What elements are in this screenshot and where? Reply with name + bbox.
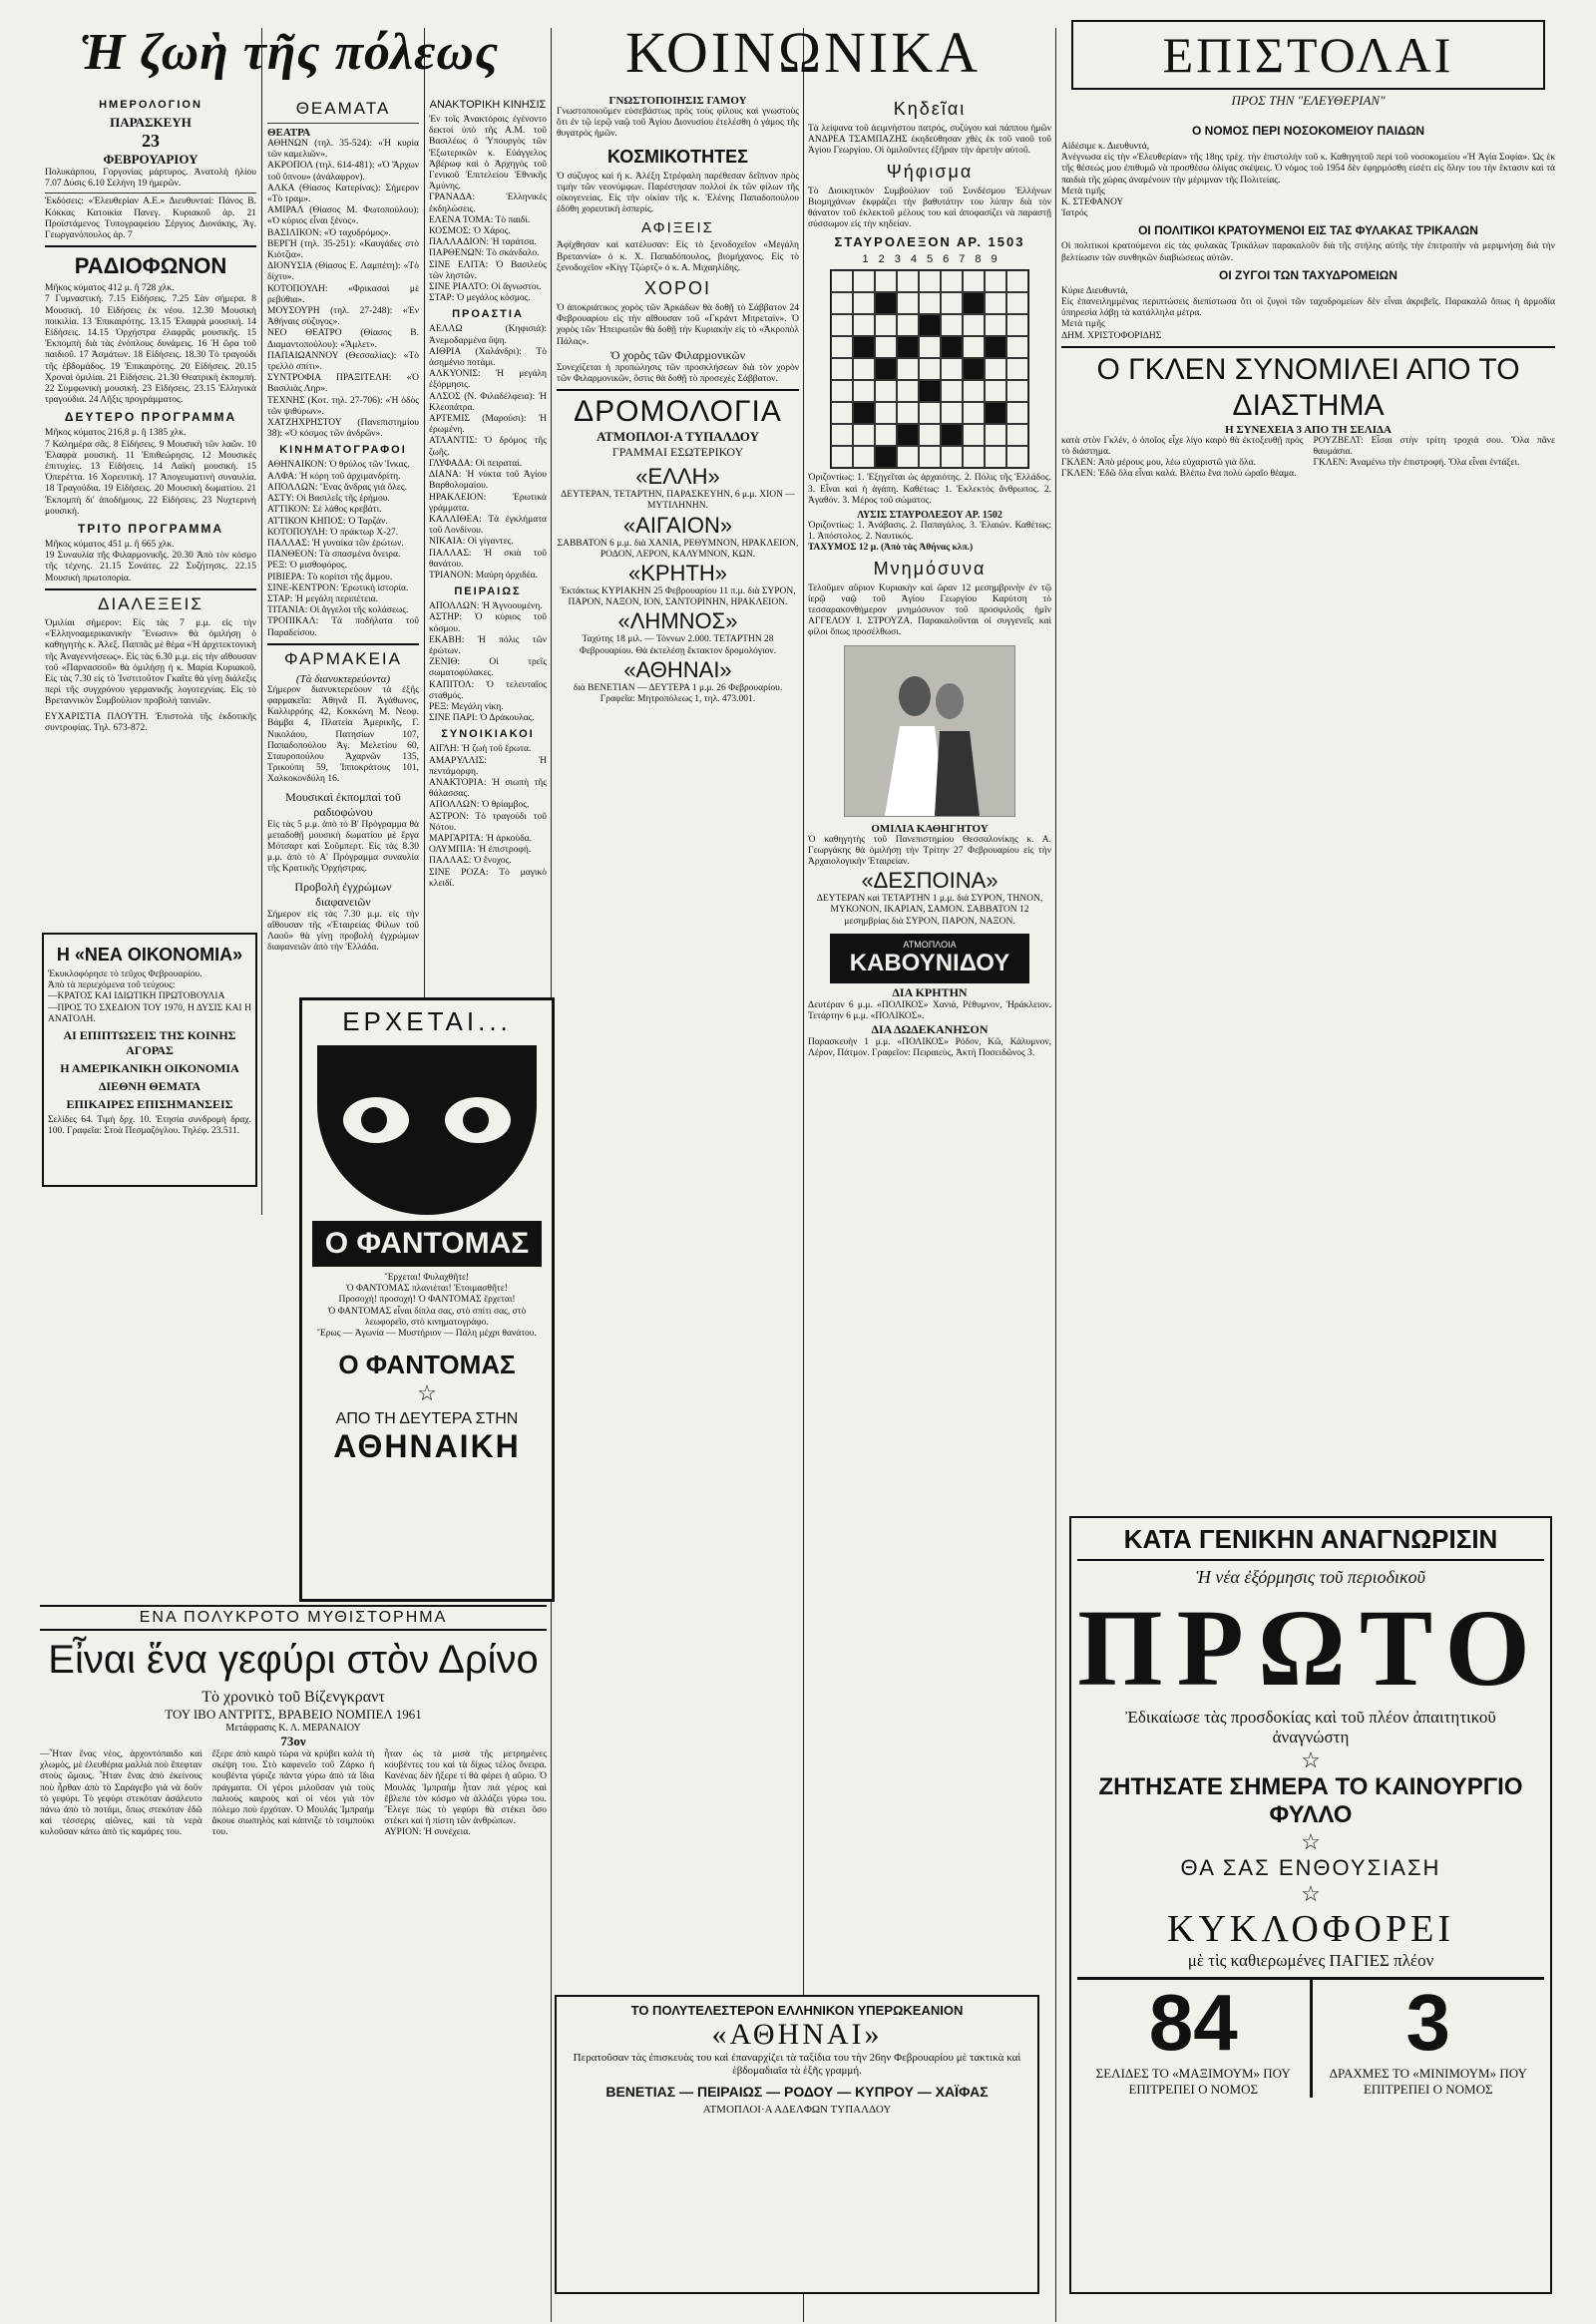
crossword-cell [985, 336, 1006, 358]
crossword-cell [1006, 314, 1028, 336]
crossword-cell [1006, 336, 1028, 358]
kykloforei-sub: μὲ τὶς καθιερωμένες ΠΑΓΙΕΣ πλέον [1187, 1951, 1434, 1970]
mnimosyna-heading: Μνημόσυνα [873, 558, 987, 579]
oik-sub4: ΕΠΙΚΑΙΡΕΣ ΕΠΙΣΗΜΑΝΣΕΙΣ [66, 1097, 233, 1112]
calendar-month: ΦΕΒΡΟΥΑΡΙΟΥ [103, 152, 199, 167]
proastia-heading: ΠΡΟΑΣΤΙΑ [452, 308, 524, 321]
novel-text-3: ἦταν ὡς τὰ μισὰ τῆς μετρημένες κουβέντες του καὶ τὰ δίχως τέλος ὄνειρα. Κανένας δὲν ἤξερε τί θὰ φέρει ἡ αὔριο. Ὁ Μουλὰς Ἰμπραὴμ ἦταν πιὰ γέρος καὶ ἔβλεπε τὸν κόσμο νὰ ἀλλάζει γύρω του. Ἔλεγε πὼς τὸ γεφύρι θὰ στέκει ὅσο στέκει καὶ ἡ πίστη τῶν ἀνθρώπων. ΑΥΡΙΟΝ: Ἡ συνέχεια. [384, 1749, 548, 1838]
calendar-date: 23 [142, 131, 160, 151]
crossword-clues: Ὁριζοντίως: 1. Ἐξηγεῖται ὡς ἀρχαιότης. 2. Πόλις τῆς Ἑλλάδος. 3. Εἶναι καὶ ἡ ἀγάπη. Καθέτως: 1. Ἐκλεκτὸς ἄνθρωπος. 2. Ἀγαθόν. 3. Μέρος τοῦ σώματος. [808, 473, 1054, 506]
dodekanisos-heading: ΔΙΑ ΔΩΔΕΚΑΝΗΣΟΝ [871, 1022, 989, 1037]
price-box [1313, 1980, 1545, 2098]
crossword-cell [853, 314, 875, 336]
crossword-cell [897, 380, 919, 402]
theamata-heading: ΘΕΑΜΑΤΑ [295, 99, 391, 118]
crossword-cell [963, 358, 985, 380]
crossword-solution-text: Ὁριζοντίως: 1. Ἀνάβασις. 2. Παπαγάλος. 3. Ἐλαιών. Καθέτως: 1. Ἀπόστολος. 2. Ναυτικός. [808, 521, 1054, 543]
crossword-cell [831, 314, 853, 336]
anag-line1: Ἐδικαίωσε τὰς προσδοκίας καὶ τοῦ πλέον ἀπαιτητικοῦ ἀναγνώστη [1125, 1708, 1496, 1746]
crossword-cell [1006, 358, 1028, 380]
couple-photo-image [845, 646, 1014, 816]
fantomas-title: Ο ΦΑΝΤΟΜΑΣ [312, 1221, 542, 1267]
calendar-day: ΠΑΡΑΣΚΕΥΗ [110, 115, 192, 130]
crossword-number: 2 [878, 253, 885, 266]
dromologia-sub2: ΓΡΑΜΜΑΙ ΕΣΩΤΕΡΙΚΟΥ [611, 445, 744, 460]
crossword-cell [853, 424, 875, 446]
crossword-cell [1006, 446, 1028, 468]
proto-ad [1069, 1516, 1552, 2294]
ship-limnos: «ΛΗΜΝΟΣ» [617, 608, 738, 634]
crossword-number: 6 [943, 253, 950, 266]
pages-label: ΣΕΛΙΔΕΣ ΤΟ «ΜΑΞΙΜΟΥΜ» ΠΟΥ ΕΠΙΤΡΕΠΕΙ Ο ΝΟΜΟΣ [1095, 2066, 1291, 2097]
psifisma-text: Τὸ Διοικητικὸν Συμβούλιον τοῦ Συνδέσμου Ἑλλήνων Βιομηχάνων ἐκφράζει τὴν βαθυτάτην του λύπην διὰ τὸν θάνατον τοῦ ἐκλεκτοῦ μέλους του καὶ ἀποφασίζει νὰ παραστῇ σύσσωμον εἰς τὴν κηδείαν. [808, 186, 1054, 230]
crossword-cell [831, 380, 853, 402]
oik-sub2: Η ΑΜΕΡΙΚΑΝΙΚΗ ΟΙΚΟΝΟΜΙΑ [60, 1061, 239, 1076]
athinai-liner-ad [555, 1995, 1039, 2294]
despoina-text: ΔΕΥΤΕΡΑΝ καὶ ΤΕΤΑΡΤΗΝ 1 μ.μ. διὰ ΣΥΡΟΝ, ΤΗΝΟΝ, ΜΥΚΟΝΟΝ, ΙΚΑΡΙΑΝ, ΣΑΜΟΝ. ΣΑΒΒΑΤΟΝ 12 μεσημβρίας διὰ ΣΥΡΟΝ, ΠΑΡΟΝ, ΝΑΞΟΝ. [816, 894, 1045, 927]
crossword-number: 1 [862, 253, 869, 266]
star-icon: ☆ [1301, 1881, 1321, 1906]
anaktoriki-heading: ΑΝΑΚΤΟΡΙΚΗ ΚΙΝΗΣΙΣ [429, 99, 547, 111]
column-koinonika-right [808, 95, 1054, 1980]
novel-text-1: —Ἦταν ἕνας νέος, ἀρχοντόπαιδο καὶ χλωμός, μὲ ἐλευθέρια μαλλιὰ ποὺ ἔπεφταν στοὺς ὤμους. Ἦταν ἕνας ἀπὸ ἐκείνους ποὺ ἦρθαν ἀπὸ τὸ Σαράγεβο γιὰ νὰ δοῦν τὸ γεφύρι. Τὸ γεφύρι στεκόταν ἀσάλευτο πάνω ἀπὸ τὸ ποτάμι, ὅπως στεκόταν ἐδῶ καὶ τέσσερις αἰῶνες, καὶ τὰ νερὰ κυλοῦσαν κάτω ἀπὸ τὶς καμάρες του. [40, 1749, 205, 1838]
crossword-cell [963, 402, 985, 424]
fantomas-text: Ἔρχεται! Φυλαχθῆτε! Ὁ ΦΑΝΤΟΜΑΣ πλανιέται! Ἑτοιμασθῆτε! Προσοχή! προσοχή! Ὁ ΦΑΝΤΟΜΑΣ ἔρχεται! Ὁ ΦΑΝΤΟΜΑΣ εἶναι δίπλα σας, στὸ σπίτι σας, στὸ λεωφορεῖο, στὸ κινηματογράφο. Ἔρως — Ἀγωνία — Μυστήριον — Πάλη μέχρι θανάτου. [317, 1273, 537, 1340]
fantomas-title-2: Ο ΦΑΝΤΟΜΑΣ [338, 1350, 516, 1380]
xoroi-heading: ΧΟΡΟΙ [643, 278, 711, 299]
synoikiakoi-heading: ΣΥΝΟΙΚΙΑΚΟΙ [441, 728, 535, 741]
crossword-cell [941, 336, 963, 358]
second-program-text: Μῆκος κύματος 216,8 μ. ἢ 1385 χλκ. 7 Καλημέρα σᾶς. 8 Εἰδήσεις. 9 Μουσικὴ τῶν λαῶν. 10 Ἐλαφρὰ μουσική. 11 Ἐπιθεώρησις. 12 Μουσικὲς ἐπιτυχίες. 13 Εἰδήσεις. 14 Λαϊκὴ μουσική. 15 Ὀπερέττα. 16 Χορευτική. 17 Ἀπογευματινὴ συναυλία. 18 Τραγούδια. 19 Εἰδήσεις. 20 Μουσικὴ δωματίου. 21 Ἐκπομπὴ δι' ἀποδήμους. 22 Εἰδήσεις. 23 Νυχτερινὴ μουσική. [45, 428, 256, 517]
enthousiasei-text: ΘΑ ΣΑΣ ΕΝΘΟΥΣΙΑΣΗ [1180, 1855, 1441, 1880]
glen-text: κατὰ στὸν Γκλέν, ὁ ὁποῖος εἶχε λίγο καιρὸ θὰ ἐκτοξευθῇ πρὸς τὸ διάστημα. ΓΚΛΕΝ: Ἀπὸ μέρους μου, λέω εὐχαριστῶ γιὰ ὅλα. ΓΚΛΕΝ: Ἐδῶ ὅλα εἶναι καλά. Βλέπω ἔνα πολὺ ὡραῖο θέαμα. ΡΟΥΖΒΕΛΤ: Εἶσαι στὴν τρίτη τροχιά σου. Ὅλα πᾶνε θαυμάσια. ΓΚΛΕΝ: Ἀναμένω τὴν ἐπιστροφή. Ὅλα εἶναι ἐντάξει. [1061, 435, 1555, 480]
crossword-cell [897, 424, 919, 446]
pages-box [1077, 1980, 1313, 2098]
taxymos-text: ΤΑΧΥΜΟΣ 12 μ. (Ἀπὸ τὰς Ἀθήνας κλπ.) [808, 543, 974, 554]
crossword-cell [897, 358, 919, 380]
crossword-cell [919, 380, 941, 402]
novel-episode: 73ον [280, 1734, 306, 1748]
crossword-cell [941, 358, 963, 380]
ship-athinai-text: διὰ ΒΕΝΕΤΙΑΝ — ΔΕΥΤΕΡΑ 1 μ.μ. 26 Φεβρουαρίου. Γραφεῖα: Μητροπόλεως 1, τηλ. 473.001. [573, 682, 785, 705]
crossword-cell [941, 270, 963, 292]
kykloforei-text: ΚΥΚΛΟΦΟΡΕΙ [1167, 1908, 1454, 1950]
ekdilosis-text: ΓΡΑΝΑΔΑ: Ἑλληνικὲς ἐκδηλώσεις. ΕΛΕΝΑ ΤΟΜΑ: Τὸ παιδί. ΚΟΣΜΟΣ: Ὁ Χάρος. ΠΑΛΛΑΔΙΟΝ: Ἡ ταράτσα. ΠΑΡΘΕΝΩΝ: Τὸ σκάνδαλο. ΣΙΝΕ ΕΛΙΤΑ: Ὁ Βασιλεὺς τῶν ληστῶν. ΣΙΝΕ ΡΙΑΛΤΟ: Οἱ ἄγνωστοι. ΣΤΑΡ: Ὁ μεγάλος κόσμος. [429, 193, 547, 304]
afixeis-text: Ἀφίχθησαν καὶ κατέλυσαν: Εἰς τὸ ξενοδοχεῖον «Μεγάλη Βρεταννία» ὁ κ. Χ. Παπαδόπουλος, βιομήχανος. Εἰς τὸ ξενοδοχεῖον «Κίγγ Τζώρτζ» ὁ κ. Α. Μιχαηλίδης. [557, 240, 802, 273]
pharmakeia-heading: ΦΑΡΜΑΚΕΙΑ [284, 648, 402, 668]
anag-heading: ΚΑΤΑ ΓΕΝΙΚΗΝ ΑΝΑΓΝΩΡΙΣΙΝ [1077, 1524, 1544, 1561]
kosmikotites-text: Ὁ σύζυγος καὶ ἡ κ. Ἀλέξη Στρέφαλη παρέθεσαν δεῖπνον πρὸς τιμὴν τῶν νεονύμφων. Παρέστησαν πολλοὶ ἐκ τῶν φίλων τῆς οἰκογενείας. Εἰς τὴν οἰκίαν τῆς κ. Ἑλένης Παπαδοπούλου ἐδόθη χορευτικὴ ἑσπερίς. [557, 171, 802, 215]
crossword-cell [897, 270, 919, 292]
psifisma-heading: Ψήφισμα [886, 161, 974, 182]
crossword-grid [830, 269, 1029, 469]
pages-price-box [1077, 1977, 1544, 2098]
crossword-cell [853, 358, 875, 380]
liner-company: ΑΤΜΟΠΛΟΙ·Α ΑΔΕΛΦΩΝ ΤΥΠΑΛΔΟΥ [702, 2104, 892, 2116]
dodekanisos-text: Παρασκευὴν 1 μ.μ. «ΠΟΛΙΚΟΣ» Ρόδον, Κῶ, Κάλυμνον, Λέρον, Πάτμον. Γραφεῖον: Πειραιεὺς, Ἀκτὴ Ποσειδῶνος 3. [808, 1037, 1053, 1059]
nea-oikonomia-box [42, 933, 257, 1187]
crossword-number: 9 [991, 253, 998, 266]
omilia-heading: ΟΜΙΛΙΑ ΚΑΘΗΓΗΤΟΥ [871, 822, 989, 835]
ship-elli-text: ΔΕΥΤΕΡΑΝ, ΤΕΤΑΡΤΗΝ, ΠΑΡΑΣΚΕΥΗΝ, 6 μ.μ. ΧΙΟΝ — ΜΥΤΙΛΗΝΗΝ. [561, 490, 798, 512]
proastia-text: ΑΕΛΛΩ (Κηφισιά): Ἀνεμοδαρμένα ὕψη. ΑΙΘΡΙΑ (Χαλάνδρι): Τὸ ἀσημένιο ποτάμι. ΑΛΚΥΟΝΙΣ: Ἡ μεγάλη ἐξόρμησις. ΑΛΣΟΣ (Ν. Φιλαδέλφεια): Ἡ Κλεοπάτρα. ΑΡΤΕΜΙΣ (Μαρούσι): Ἡ ἐρωμένη. ΑΤΛΑΝΤΙΣ: Ὁ δρόμος τῆς ζωῆς. ΓΛΥΦΑΔΑ: Οἱ πειραταί. ΔΙΑΝΑ: Ἡ νύκτα τοῦ Ἁγίου Βαρθολομαίου. ΗΡΑΚΛΕΙΟΝ: Ἐρωτικὰ γράμματα. ΚΑΛΛΙΘΕΑ: Τὰ ἐγκλήματα τοῦ Λονδίνου. ΝΙΚΑΙΑ: Οἱ γίγαντες. ΠΑΛΛΑΣ: Ἡ σκιὰ τοῦ θανάτου. ΤΡΙΑΝΟΝ: Μαύρη ὀρχιδέα. [429, 324, 547, 581]
column-theamata [267, 95, 422, 1122]
crossword-solution-heading: ΛΥΣΙΣ ΣΤΑΥΡΟΛΕΞΟΥ ΑΡ. 1502 [857, 510, 1002, 522]
crossword-cell [875, 380, 897, 402]
star-icon: ☆ [417, 1380, 437, 1406]
oik-sub3: ΔΙΕΘΝΗ ΘΕΜΑΤΑ [98, 1079, 201, 1094]
crossword-cell [875, 292, 897, 314]
crossword-cell [985, 270, 1006, 292]
crossword-cell [985, 402, 1006, 424]
couple-photo [844, 645, 1015, 817]
crossword-heading: ΣΤΑΥΡΟΛΕΞΟΝ ΑΡ. 1503 [834, 234, 1025, 250]
crossword-number: 4 [910, 253, 917, 266]
xoros-tail-text: Συνεχίζεται ἡ προπώλησις τῶν προσκλήσεων διὰ τὸν χορὸν τῶν Φιλαρμονικῶν, ὅστις θὰ δοθῇ τὸ προσεχὲς Σάββατον. [557, 362, 802, 385]
crossword-cell [919, 424, 941, 446]
mnimosyna-text: Τελοῦμεν αὔριον Κυριακὴν καὶ ὥραν 12 μεσημβρινὴν ἐν τῷ ἱερῷ ναῷ τοῦ Ἁγίου Γεωργίου Καρύτση τὸ τεσσαρακονθήμερον μνημόσυνον τοῦ προσφιλοῦς ἡμῖν ΑΓΓΕΛΟΥ Ι. ΣΤΡΟΥΖΑ. Παρακαλοῦνται οἱ συγγενεῖς καὶ φίλοι ὅπως προσέλθωσι. [808, 582, 1054, 638]
crossword-cell [1006, 270, 1028, 292]
crossword-cell [897, 336, 919, 358]
lectures-heading: ΔΙΑΛΕΞΕΙΣ [98, 593, 203, 613]
crossword-cell [985, 358, 1006, 380]
crossword-number: 8 [975, 253, 982, 266]
ship-limnos-text: Ταχύτης 18 μιλ. — Τόννων 2.000. ΤΕΤΑΡΤΗΝ 28 Φεβρουαρίου. Θὰ ἐκτελέσῃ ἔκτακτον δρομολόγιον. [579, 634, 777, 656]
crossword-cell [853, 270, 875, 292]
ship-elli: «ΕΛΛΗ» [635, 464, 720, 490]
novel-kicker: ΕΝΑ ΠΟΛΥΚΡΟΤΟ ΜΥΘΙΣΤΟΡΗΜΑ [40, 1605, 547, 1631]
crossword-cell [1006, 424, 1028, 446]
oik-tail: Σελίδες 64. Τιμὴ δρχ. 10. Ἐτησία συνδρομὴ δραχ. 100. Γραφεῖα: Στοὰ Πεσμαζόγλου. Τηλέφ. 23.511. [48, 1115, 254, 1137]
crossword-cell [875, 424, 897, 446]
theatra-heading: ΘΕΑΤΡΑ [267, 127, 311, 139]
novel-subtitle: Τὸ χρονικὸ τοῦ Βίζενγκραντ [201, 1689, 385, 1706]
zitisate-text: ΖΗΤΗΣΑΤΕ ΣΗΜΕΡΑ ΤΟ ΚΑΙΝΟΥΡΓΙΟ ΦΥΛΛΟ [1098, 1773, 1523, 1828]
crossword-cell [963, 270, 985, 292]
crossword-cell [875, 446, 897, 468]
crossword-cell [919, 358, 941, 380]
zygoi-text: Κύριε Διευθυντά, Εἰς ἐπανειλημμένας περιπτώσεις διεπίστωσα ὅτι οἱ ζυγοὶ τῶν ταχυδρομείων δὲν εἶναι ἀκριβεῖς. Παρακαλῶ ὅπως ἡ ἁρμοδία ὑπηρεσία λάβῃ τὰ κατάλληλα μέτρα. Μετὰ τιμῆς ΔΗΜ. ΧΡΙΣΤΟΦΟΡΙΔΗΣ [1061, 285, 1555, 341]
afixeis-heading: ΑΦΙΞΕΙΣ [641, 219, 714, 237]
crossword-cell [875, 270, 897, 292]
peiraius-text: ΑΠΟΛΛΩΝ: Ἡ Ἀγνοουμένη. ΑΣΤΗΡ: Ὁ κύριος τοῦ κόσμου. ΕΚΑΒΗ: Ἡ πόλις τῶν ἐρώτων. ΖΕΝΙΘ: Οἱ τρεῖς σωματοφύλακες. ΚΑΠΙΤΟΛ: Ὁ τελευταῖος σταθμός. ΡΕΞ: Μεγάλη νίκη. ΣΙΝΕ ΠΑΡΙ: Ὁ Δράκουλας. [429, 601, 547, 724]
gnwstopoiisis-heading: ΓΝΩΣΤΟΠΟΙΗΣΙΣ ΓΑΜΟΥ [608, 95, 747, 107]
provoli-text: Σήμερον εἰς τὰς 7.30 μ.μ. εἰς τὴν αἴθουσαν τῆς «Ἑταιρείας Φίλων τοῦ Λαοῦ» θὰ γίνῃ προβολὴ ἐγχρώμων διαφανειῶν ἀπὸ τὴν Ἑλλάδα. [267, 909, 422, 954]
mousiki-heading: Μουσικαὶ ἐκπομπαὶ τοῦ ραδιοφώνου [285, 789, 401, 819]
second-program-heading: ΔΕΥΤΕΡΟ ΠΡΟΓΡΑΜΜΑ [64, 410, 237, 425]
crossword-cell [853, 292, 875, 314]
crossword-cell [941, 446, 963, 468]
crossword-cell [941, 380, 963, 402]
dromologia-sub: ΑΤΜΟΠΛΟΙ·Α ΤΥΠΑΛΔΟΥ [597, 429, 759, 445]
kratoumenoi-text: Οἱ πολιτικοὶ κρατούμενοι εἰς τὰς φυλακὰς Τρικάλων παρακαλοῦν διὰ τῆς στήλης αὐτῆς τὴν ἐπιτροπὴν νὰ μεριμνήσῃ διὰ τὴν βελτίωσιν τῶν συνθηκῶν διαβιώσεως αὐτῶν. [1061, 241, 1558, 263]
masthead-city-life [40, 22, 539, 84]
gnwstopoiisis-text: Γνωστοποιοῦμεν εὐσεβάστως πρὸς τοὺς φίλους καὶ γνωστοὺς ὅτι ἐν τῷ ἱερῷ ναῷ τοῦ Ἁγίου Διονυσίου ἐτελέσθη ὁ γάμος τῆς θυγατρὸς ἡμῶν. [557, 107, 802, 140]
crossword-cell [985, 314, 1006, 336]
star-icon: ☆ [1301, 1747, 1321, 1772]
crossword-cell [853, 336, 875, 358]
radio-heading: ΡΑΔΙΟΦΩΝΟΝ [74, 253, 227, 279]
pharmakeia-sub: (Τὰ διανυκτερεύοντα) [295, 672, 391, 685]
kavounides-name: ΚΑΒΟΥΝΙΔΟΥ [849, 949, 1010, 976]
xoroi-text: Ὁ ἀποκριάτικος χορὸς τῶν Ἀρκάδων θὰ δοθῇ τὸ Σάββατον 24 Φεβρουαρίου εἰς τὴν αἴθουσαν τοῦ «Γκράντ Μπρεταίν». Ὁ χορὸς τῶν Ἠπειρωτῶν θὰ δοθῇ τὴν Κυριακὴν εἰς τὸ «Ἀκροπὸλ Πάλας». [557, 303, 802, 347]
ship-aigaion: «ΑΙΓΑΙΟΝ» [622, 512, 733, 538]
liner-text: Περατοῦσαν τὰς ἐπισκευὰς του καὶ ἐπαναρχίζει τὰ ταξίδια του τὴν 26ην Φεβρουαρίου μὲ τακτικὰ καὶ ἑβδομαδιαῖα τὰ ἑξῆς γραμμή. [573, 2052, 1024, 2077]
crossword-cell [919, 314, 941, 336]
radio-text: Μῆκος κύματος 412 μ. ἢ 728 χλκ. 7 Γυμναστική. 7.15 Εἰδήσεις. 7.25 Σὰν σήμερα. 8 Μουσική. 10 Εἰδήσεις ἐκ νέου. 12.30 Μουσικὴ ποικιλία. 13 Ἐπικαιρότης. 13.15 Ἐλαφρὰ μουσική. 14 Εἰδήσεις. 14.15 Ὀρχήστρα ἐλαφρᾶς μουσικῆς. 15 Ἐκπομπὴ διὰ τὰς ἐνόπλους δυνάμεις. 16 Ἡ ὥρα τοῦ παιδιοῦ. 17 Ἀσμάτων. 18 Εἰδήσεις. 18.30 Τὸ τραγούδι τῆς ἑβδομάδος. 19 Ἐπικαιρότης. 20 Εἰδήσεις. 20.15 Χροναὶ ὁμιλίαι. 21 Εἰδήσεις. 21.30 Θεατρικὴ ἐκπομπή. 22 Συμφωνικὴ μουσική. 23 Εἰδήσεις. 23.15 Ἑλληνικὰ τραγούδια. 24 Λῆξις προγράμματος. [45, 283, 256, 406]
anag-sub: Ἡ νέα ἐξόρμησις τοῦ περιοδικοῦ [1196, 1567, 1425, 1587]
star-icon: ☆ [1301, 1829, 1321, 1854]
novel-section [40, 1601, 547, 2299]
koinonika-masthead [555, 20, 1051, 86]
crossword-cell [875, 314, 897, 336]
kritin-text: Δευτέραν 6 μ.μ. «ΠΟΛΙΚΟΣ» Χανιά, Ρέθυμνον, Ἡράκλειον. Τετάρτην 6 μ.μ. «ΠΟΛΙΚΟΣ». [808, 999, 1054, 1022]
mousiki-text: Εἰς τὰς 5 μ.μ. ἀπὸ τὸ Β' Πρόγραμμα θὰ μεταδοθῇ μουσικὴ δωματίου μὲ ἔργα Μότσαρτ καὶ Σοῦμπερτ. Εἰς τὰς 8.30 μ.μ. ἀπὸ τὸ Α' Πρόγραμμα συναυλία τῆς Κρατικῆς Ὀρχήστρας. [267, 819, 422, 875]
crossword-cell [897, 402, 919, 424]
synoikiakoi-text: ΑΙΓΛΗ: Ἡ ζωὴ τοῦ ἔρωτα. ΑΜΑΡΥΛΛΙΣ: Ἡ πεντάμορφη. ΑΝΑΚΤΟΡΙΑ: Ἡ σιωπὴ τῆς θάλασσας. ΑΠΟΛΛΩΝ: Ὁ θρίαμβος. ΑΣΤΡΟΝ: Τὸ τραγούδι τοῦ Νότου. ΜΑΡΓΑΡΙΤΑ: Ἡ ἀρκούδα. ΟΛΥΜΠΙΑ: Ἡ ἐπιστροφή. ΠΑΛΛΑΣ: Ὁ ἔνοχος. ΣΙΝΕ ΡΟΖΑ: Τὸ μαγικὸ κλειδί. [429, 744, 547, 889]
crossword-cell [831, 336, 853, 358]
crossword-cell [919, 336, 941, 358]
crossword-cell [875, 358, 897, 380]
crossword-cell [985, 424, 1006, 446]
epistolai-title: ΕΠΙΣΤΟΛΑΙ [1071, 20, 1545, 90]
crossword-cell [919, 402, 941, 424]
crossword-cell [985, 292, 1006, 314]
ship-kriti-text: Ἐκτάκτως ΚΥΡΙΑΚΗΝ 25 Φεβρουαρίου 11 π.μ. διὰ ΣΥΡΟΝ, ΠΑΡΟΝ, ΝΑΞΟΝ, ΙΟΝ, ΣΑΝΤΟΡΙΝΗΝ, ΗΡΑΚΛΕΙΟΝ. [560, 586, 799, 608]
proto-title: ΠΡΩΤΟ [1077, 1587, 1544, 1709]
crossword-cell [831, 402, 853, 424]
kinimatografoi-text: ΑΘΗΝΑΙΚΟΝ: Ὁ θρύλος τῶν Ἰνκας. ΑΛΦΑ: Ἡ κόρη τοῦ ἀρχιμανδρίτη. ΑΠΟΛΛΩΝ: Ἕνας ἄνδρας γιὰ ὅλες. ΑΣΤΥ: Οἱ Βασιλεῖς τῆς ἐρήμου. ΑΤΤΙΚΟΝ: Σὲ λάθος κρεβάτι. ΑΤΤΙΚΟΝ ΚΗΠΟΣ: Ὁ Ταρζάν. ΚΟΤΟΠΟΥΛΗ: Ὁ πράκτωρ Χ-27. ΠΑΛΛΑΣ: Ἡ γυναίκα τῶν ἐρώτων. ΠΑΝΘΕΟΝ: Τὰ σπασμένα ὄνειρα. ΡΕΞ: Ὁ μισθοφόρος. ΡΙΒΙΕΡΑ: Τὸ κορίτσι τῆς ἄμμου. ΣΙΝΕ-ΚΕΝΤΡΟΝ: Ἐρωτικὴ ἱστορία. ΣΤΑΡ: Ἡ μεγάλη περιπέτεια. ΤΙΤΑΝΙΑ: Οἱ ἄγγελοι τῆς κολάσεως. ΤΡΟΠΙΚΑΛ: Τὰ ποδήλατα τοῦ Παραδείσου. [267, 460, 419, 638]
crossword-cell [919, 270, 941, 292]
column-koinonika-left [557, 95, 802, 2289]
crossword-cell [831, 358, 853, 380]
xoros-tail-heading: Ὁ χορὸς τῶν Φιλαρμονικῶν [610, 347, 745, 362]
crossword-cell [963, 292, 985, 314]
crossword-cell [897, 314, 919, 336]
kideiai-text: Τὰ λείψανα τοῦ ἀειμνήστου πατρός, συζύγου καὶ πάππου ἡμῶν ΑΝΔΡΕΑ ΤΣΑΜΠΑΖΗΣ ἐκηδεύθησαν χθὲς ἐκ τοῦ ναοῦ τοῦ Ἁγίου Γεωργίου. Οἱ ὁμιλοῦντες ἐξῆραν τὴν ἀρετὴν αὐτοῦ. [808, 124, 1054, 157]
nomos-heading: Ο ΝΟΜΟΣ ΠΕΡΙ ΝΟΣΟΚΟΜΕΙΟΥ ΠΑΙΔΩΝ [1191, 124, 1425, 138]
nomos-text: Αἰδέσιμε κ. Διευθυντά, Ἀνέγνωσα εἰς τὴν «Ἐλευθερίαν» τῆς 18ης τρέχ. τὴν ἐπιστολὴν τοῦ κ. Καθηγητοῦ περὶ τοῦ νοσοκομείου «Ἡ Ἁγία Σοφία». Ὡς ἐκ τῆς θέσεώς μου ἐπιθυμῶ νὰ προσθέσω ὀλίγας σκέψεις. Ὁ νόμος τοῦ 1954 δὲν ἐφηρμόσθη εἰσέτι εἰς ὅλην του τὴν ἔκτασιν καὶ τὰ παιδιὰ τῆς χώρας ἀναμένουν τὴν μέριμναν τῆς Πολιτείας. Μετὰ τιμῆς Κ. ΣΤΕΦΑΝΟΥ Ἰατρός [1061, 142, 1555, 219]
fantomas-mask-image [317, 1045, 537, 1215]
novel-text-2: ἔξερε ἀπὸ καιρὸ τώρα νὰ κρύβει καλὰ τὴ σκέψη του. Στὸ καφενεῖο τοῦ Ζάρκο ἡ κουβέντα γύριζε πάντα γύρω ἀπὸ τὰ ἴδια πράγματα. Οἱ γέροι μιλοῦσαν γιὰ τοὺς παλιοὺς καιροὺς καὶ οἱ νέοι γιὰ τὸν πόλεμο ποὺ ἐρχόταν. Ὁ Μουλάς Ἰμπραήμ ἄκουε σιωπηλὸς καὶ κάπνιζε τὸ τσιμπούκι του. [211, 1749, 377, 1838]
third-program-text: Μῆκος κύματος 451 μ. ἢ 665 χλκ. 19 Συναυλία τῆς Φιλαρμονικῆς. 20.30 Ἀπὸ τὸν κόσμο τῆς τέχνης. 21.15 Σονάτες. 22 Συζήτησις. 22.15 Μουσικὴ πρωτοπορία. [45, 540, 256, 583]
price-number: 3 [1405, 1978, 1450, 2067]
crossword-cell [941, 424, 963, 446]
crossword-cell [919, 446, 941, 468]
ship-athinai: «ΑΘΗΝΑΙ» [623, 656, 732, 682]
crossword-number: 5 [926, 253, 934, 266]
calendar-heading: ΗΜΕΡΟΛΟΓΙΟΝ [99, 99, 202, 111]
eurh-text: ΕΥΧΑΡΙΣΤΙΑ ΠΛΟΥΤΗ. Ἐπιστολὰ τῆς ἐκδοτικῆς συντροφίας. Τηλ. 673-872. [45, 711, 259, 733]
crossword-cell [963, 424, 985, 446]
fantomas-top: ΕΡΧΕΤΑΙ... [342, 1006, 512, 1036]
crossword-cell [853, 380, 875, 402]
third-program-heading: ΤΡΙΤΟ ΠΡΟΓΡΑΜΜΑ [77, 522, 224, 537]
fantomas-bottom-1: ΑΠΟ ΤΗ ΔΕΥΤΕΡΑ ΣΤΗΝ [335, 1410, 519, 1428]
price-label: ΔΡΑΧΜΕΣ ΤΟ «ΜΙΝΙΜΟΥΜ» ΠΟΥ ΕΠΙΤΡΕΠΕΙ Ο ΝΟΜΟΣ [1329, 2066, 1527, 2097]
crossword-cell [1006, 402, 1028, 424]
kosmikotites-heading: ΚΟΣΜΙΚΟΤΗΤΕΣ [607, 146, 748, 167]
crossword-cell [985, 380, 1006, 402]
liner-ship: «ΑΘΗΝΑΙ» [711, 2018, 883, 2051]
anaktoriki-text: Ἐν τοῖς Ἀνακτόροις ἐγένοντο δεκτοί ὑπὸ τῆς Α.Μ. τοῦ Βασιλέως ὁ Ὑπουργὸς τῶν Ἐξωτερικῶν κ. Εὐάγγελος Ἀβέρωφ καὶ ὁ Ἀρχηγὸς τοῦ Γενικοῦ Ἐπιτελείου Ἐθνικῆς Ἀμύνης. [429, 115, 550, 193]
crossword-cell [963, 446, 985, 468]
crossword-cell [831, 292, 853, 314]
crossword-cell [897, 292, 919, 314]
novel-translator: Μετάφρασις Κ. Λ. ΜΕΡΑΝΑΙΟΥ [225, 1723, 361, 1734]
dromologia-heading: ΔΡΟΜΟΛΟΓΙΑ [574, 395, 782, 429]
crossword-cell [897, 446, 919, 468]
kideiai-heading: Κηδεῖαι [893, 99, 967, 119]
glen-heading: Ο ΓΚΛΕΝ ΣΥΝΟΜΙΛΕΙ ΑΠΟ ΤΟ ΔΙΑΣΤΗΜΑ [1096, 352, 1520, 422]
epistolai-masthead [1061, 20, 1555, 109]
calendar-text: Πολυκάρπου, Γοργονίας μάρτυρος. Ἀνατολὴ ἡλίου 7.07 Δύσις 6.10 Σελήνη 19 ἡμερῶν. [45, 168, 259, 190]
crossword-cell [941, 314, 963, 336]
oik-sub1: ΑΙ ΕΠΙΠΤΩΣΕΙΣ ΤΗΣ ΚΟΙΝΗΣ ΑΓΟΡΑΣ [63, 1028, 236, 1058]
masthead-title: Ἡ ζωὴ τῆς πόλεως [79, 24, 500, 81]
nea-oikonomia-title: Η «ΝΕΑ ΟΙΚΟΝΟΜΙΑ» [56, 945, 243, 965]
crossword-cell [919, 292, 941, 314]
crossword-cell [941, 402, 963, 424]
crossword-cell [963, 380, 985, 402]
crossword-cell [875, 336, 897, 358]
koinonika-title: ΚΟΙΝΩΝΙΚΑ [624, 20, 982, 85]
novel-title: Εἶναι ἕνα γεφύρι στὸν Δρίνο [48, 1638, 539, 1682]
crossword-cell [831, 270, 853, 292]
glen-cont: Η ΣΥΝΕΧΕΙΑ 3 ΑΠΟ ΤΗ ΣΕΛΙΔΑ [1225, 423, 1392, 436]
pages-number: 84 [1148, 1978, 1238, 2067]
kinimatografoi-heading: ΚΙΝΗΜΑΤΟΓΡΑΦΟΙ [279, 444, 407, 457]
address-text: Ἐκδόσεις: «Ἐλευθερίαν Α.Ε.» Διευθυνταί: Πάνος Β. Κόκκας Κατοικία Πανεγ. Κυριακοῦ ἀρ. 21 Προϊστάμενος Τυπογραφείου Σέργιος Διονάκης, Ἁγ. Γεωργανόπουλος ἀρ. 7 [45, 196, 259, 241]
fantomas-ad [299, 997, 555, 1602]
ship-kriti: «ΚΡΗΤΗ» [627, 561, 728, 586]
zygoi-heading: ΟΙ ΖΥΓΟΙ ΤΩΝ ΤΑΧΥΔΡΟΜΕΙΩΝ [1219, 267, 1397, 282]
crossword-cell [963, 336, 985, 358]
kritin-heading: ΔΙΑ ΚΡΗΤΗΝ [892, 984, 968, 999]
kavounides-sub: ΑΤΜΟΠΛΟΙΑ [903, 939, 957, 950]
lectures-text: Ὁμιλίαι σήμερον: Εἰς τὰς 7 μ.μ. εἰς τὴν «Ἐλληνοαμερικανικὴν Ἕνωσιν» θὰ ὁμιλήσῃ ὁ καθηγητὴς κ. Ἀλεξ. Παππᾶς μὲ θέμα «Ἡ ἀρχιτεκτονικὴ τῆς Ἀναγεννήσεως». Εἰς τὰς 6.30 μ.μ. εἰς τὴν αἴθουσαν τοῦ «Παρνασσοῦ» θὰ ὁμιλήσῃ ἡ κ. Μαρία Κυριακοῦ. Εἰς τὰς 7.30 εἰς τὸ Ἰνστιτοῦτον Γκαῖτε θὰ γίνῃ διάλεξις περὶ τῆς συγχρόνου γερμανικῆς λογοτεχνίας. Εἰς τὸ Βρεταννικὸν Συμβούλιον προβολὴ ταινιῶν. [45, 617, 259, 707]
liner-route: ΒΕΝΕΤΙΑΣ — ΠΕΙΡΑΙΩΣ — ΡΟΔΟΥ — ΚΥΠΡΟΥ — ΧΑΪΦΑΣ [605, 2084, 989, 2100]
omilia-text: Ὁ καθηγητὴς τοῦ Πανεπιστημίου Θεσσαλονίκης κ. Α. Γεωργάκης θὰ ὁμιλήσῃ τὴν Τρίτην 27 Φεβρουαρίου εἰς τὴν Ἀρχαιολογικὴν Ἑταιρείαν. [808, 834, 1054, 868]
novel-author: ΤΟΥ ΙΒΟ ΑΝΤΡΙΤΣ, ΒΡΑΒΕΙΟ ΝΟΜΠΕΛ 1961 [165, 1707, 422, 1722]
column-anaktoriki [429, 95, 550, 1122]
epistolai-subtitle: ΠΡΟΣ ΤΗΝ "ΕΛΕΥΘΕΡΙΑΝ" [1231, 93, 1386, 108]
crossword-cell [941, 292, 963, 314]
theatra-text: ΑΘΗΝΩΝ (τηλ. 35-524): «Ἡ κυρία τῶν καμελιῶν». ΑΚΡΟΠΟΛ (τηλ. 614-481): «Ὁ Ἄρχων τοῦ ὕπνου» (ἀνάλαφρον). ΑΛΚΑ (Θίασος Κατερίνας): Σήμερον «Τὸ τραμ». ΑΜΙΡΑΛ (Θίασος Μ. Φωτοπούλου): «Ὁ κύριος εἶναι ξένος». ΒΑΣΙΛΙΚΟΝ: «Ὁ ταχυδρόμος». ΒΕΡΓΗ (τηλ. 35-251): «Καυγάδες στὸ Κιότζια». ΔΙΟΝΥΣΙΑ (Θίασος Ε. Λαμπέτη): «Τὸ δίχτυ». ΚΟΤΟΠΟΥΛΗ: «Φρικασαὶ μὲ ρεβύθια». ΜΟΥΣΟΥΡΗ (τηλ. 27-248): «Ἐν Ἀθήναις σύζυγος». ΝΕΟ ΘΕΑΤΡΟ (Θίασος Β. Διαμαντοπούλου): «Ἅμλετ». ΠΑΠΑΙΩΑΝΝΟΥ (Θεσσαλίας): «Τὸ τρελλὸ σπίτι». ΣΥΝΤΡΟΦΙΑ ΠΡΑΞΙΤΕΛΗ: «Ὁ Βασιλιὰς Ληρ». ΤΕΧΝΗΣ (Κοτ. τηλ. 27-706): «Ἡ ὁδὸς τῶν ψιθύρων». ΧΑΤΖΗΧΡΗΣΤΟΥ (Πανεπιστημίου 38): «Ὁ κόσμος τῶν ἀνδρῶν». [267, 139, 419, 440]
ship-aigaion-text: ΣΑΒΒΑΤΟΝ 6 μ.μ. διὰ ΧΑΝΙΑ, ΡΕΘΥΜΝΟΝ, ΗΡΑΚΛΕΙΟΝ, ΡΟΔΟΝ, ΛΕΡΟΝ, ΚΑΛΥΜΝΟΝ, ΚΩΝ. [557, 538, 801, 560]
crossword-cell [963, 314, 985, 336]
liner-title: ΤΟ ΠΟΛΥΤΕΛΕΣΤΕΡΟΝ ΕΛΛΗΝΙΚΟΝ ΥΠΕΡΩΚΕΑΝΙΟΝ [630, 2003, 964, 2018]
kratoumenoi-heading: ΟΙ ΠΟΛΙΤΙΚΟΙ ΚΡΑΤΟΥΜΕΝΟΙ ΕΙΣ ΤΑΣ ΦΥΛΑΚΑΣ ΤΡΙΚΑΛΩΝ [1138, 223, 1478, 238]
crossword-cell [1006, 380, 1028, 402]
crossword-cell [831, 424, 853, 446]
fantomas-bottom-2: ΑΘΗΝΑΙΚΗ [333, 1428, 521, 1465]
crossword-number: 3 [894, 253, 901, 266]
crossword-cell [1006, 292, 1028, 314]
kavounides-logo [830, 934, 1029, 983]
crossword-cell [853, 446, 875, 468]
crossword-cell [875, 402, 897, 424]
crossword-cell [985, 446, 1006, 468]
provoli-heading: Προβολὴ ἐγχρώμων διαφανειῶν [294, 879, 392, 909]
peiraius-heading: ΠΕΙΡΑΙΩΣ [454, 585, 522, 598]
crossword-cell [831, 446, 853, 468]
despoina-heading: «ΔΕΣΠΟΙΝΑ» [861, 868, 998, 894]
crossword-number: 7 [959, 253, 966, 266]
crossword-cell [853, 402, 875, 424]
crossword-numbers [808, 253, 1051, 265]
nea-oikonomia-text: Ἐκυκλοφόρησε τὸ τεῦχος Φεβρουαρίου. Ἀπὸ τὰ περιεχόμενα τοῦ τεύχους: —ΚΡΑΤΟΣ ΚΑΙ ΙΔΙΩΤΙΚΗ ΠΡΩΤΟΒΟΥΛΙΑ —ΠΡΟΣ ΤΟ ΣΧΕΔΙΟΝ ΤΟΥ 1970, Η ΔΥΣΙΣ ΚΑΙ Η ΑΝΑΤΟΛΗ. [48, 969, 251, 1024]
pharmakeia-text: Σήμερον διανυκτερεύουν τὰ ἑξῆς φαρμακεῖα: Ἀθηνᾶ Π. Ἀγάθωνος, Καλλιρρόης 42, Κοκκώνη Μ. Νεοφ. Βάμβα 4, Πλατεία Ἀμερικῆς, Γ. Νικολάου, Πατησίων 107, Παπαδοπούλου Ἀγ. Μελετίου 60, Σταυροπούλου Ἀχαρνῶν 135, Τρικούπη 59, Ἱπποκράτους 101, Χαλκοκονδύλη 16. [267, 684, 422, 785]
